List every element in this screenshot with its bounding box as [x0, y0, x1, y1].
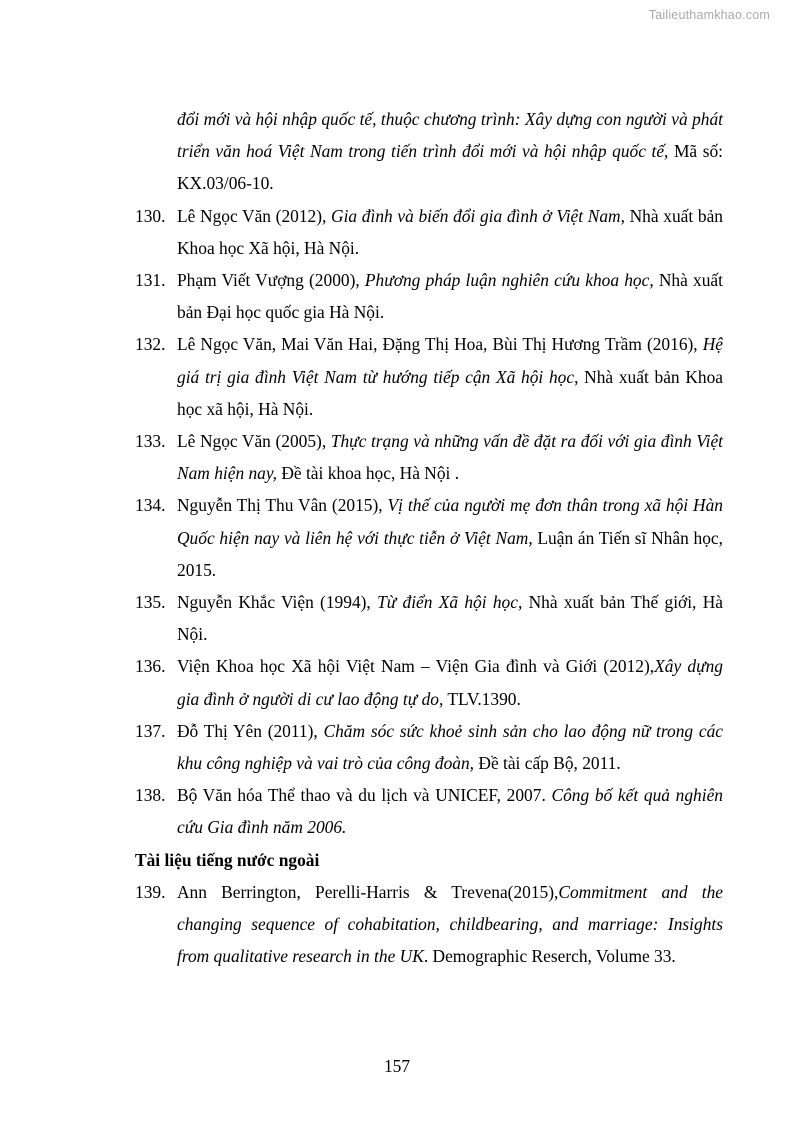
reference-number: 137.	[135, 720, 166, 741]
reference-entry-136	[135, 650, 723, 714]
reference-entry-133	[135, 425, 723, 489]
reference-post-text: . Demographic Reserch, Volume 33.	[423, 946, 676, 967]
reference-number: 135.	[135, 592, 166, 613]
reference-title: Commitment and the changing sequence of cohabitation, childbearing, and marriage: Insights from qualitative research in the UK	[177, 881, 723, 967]
watermark-text: Tailieuthamkhao.com	[648, 8, 770, 22]
reference-post-text: Đề tài khoa học, Hà Nội .	[277, 463, 460, 484]
reference-entry-139	[135, 876, 723, 973]
reference-pre-text: Nguyễn Khắc Viện (1994),	[177, 592, 378, 613]
reference-title: Chăm sóc sức khoẻ sinh sản cho lao động nữ trong các khu công nghiệp và vai trò của công đoàn,	[177, 720, 723, 774]
reference-title: Thực trạng và những vấn đề đặt ra đối với gia đình Việt Nam hiện nay,	[177, 431, 723, 484]
reference-number: 133.	[135, 431, 166, 452]
reference-pre-text: Ann Berrington, Perelli-Harris & Trevena(2015),	[177, 881, 559, 902]
reference-number: 132.	[135, 334, 166, 355]
reference-post-text: Đề tài cấp Bộ, 2011.	[474, 753, 621, 774]
reference-post-text: Luận án Tiến sĩ Nhân học, 2015.	[177, 527, 723, 580]
reference-title: Hệ giá trị gia đình Việt Nam từ hướng tiếp cận Xã hội học	[177, 334, 723, 387]
reference-entry-132	[135, 328, 723, 425]
reference-entry-134	[135, 489, 723, 586]
reference-title: Phương pháp luận nghiên cứu khoa học,	[364, 270, 654, 291]
bibliography-content	[135, 103, 723, 972]
reference-title: Vị thế của người mẹ đơn thân trong xã hội Hàn Quốc hiện nay và liên hệ với thực tiễn ở Việt Nam,	[177, 495, 723, 548]
reference-title: Từ điển Xã hội học,	[377, 592, 523, 613]
reference-pre-text: Đỗ Thị Yên (2011),	[177, 720, 324, 741]
reference-title: Công bố kết quả nghiên cứu Gia đình năm 2006.	[177, 785, 724, 838]
reference-number: 136.	[135, 656, 166, 677]
reference-entry-130	[135, 200, 723, 264]
reference-number: 134.	[135, 495, 166, 516]
reference-number: 130.	[135, 205, 166, 226]
reference-number: 139.	[135, 881, 166, 902]
reference-post-text: Nhà xuất bản Đại học quốc gia Hà Nội.	[177, 270, 723, 323]
reference-entry-131	[135, 264, 723, 328]
reference-title: , Gia đình và biến đổi gia đình ở Việt Nam	[322, 205, 621, 226]
continuation-italic-text: đổi mới và hội nhập quốc tế, thuộc chương trình: Xây dựng con người và phát triển văn hoá Việt Nam trong tiến trình đổi mới và hội nhập quốc tế	[177, 109, 723, 162]
page-number: 157	[383, 1056, 411, 1076]
reference-entry-135	[135, 586, 723, 650]
reference-post-text: TLV.1390.	[443, 688, 521, 709]
continuation-paragraph	[177, 103, 723, 200]
reference-pre-text: Nguyễn Thị Thu Vân (2015),	[177, 495, 388, 516]
reference-pre-text: Lê Ngọc Văn (2005),	[177, 431, 331, 452]
reference-number: 131.	[135, 270, 166, 291]
section-heading-foreign-materials: Tài liệu tiếng nước ngoài	[135, 849, 320, 870]
reference-pre-text: Lê Ngọc Văn, Mai Văn Hai, Đặng Thị Hoa, Bùi Thị Hương Trầm (2016),	[177, 334, 703, 355]
reference-pre-text: Lê Ngọc Văn (2012)	[177, 205, 323, 226]
reference-pre-text: Bộ Văn hóa Thể thao và du lịch và UNICEF, 2007.	[177, 785, 552, 806]
reference-pre-text: Phạm Viết Vượng (2000),	[177, 270, 365, 291]
reference-entry-138	[135, 779, 723, 843]
reference-pre-text: Viện Khoa học Xã hội Việt Nam – Viện Gia đình và Giới (2012),	[177, 656, 655, 677]
continuation-plain-text: , Mã số: KX.03/06-10.	[177, 141, 723, 194]
reference-number: 138.	[135, 785, 166, 806]
reference-post-text: Nhà xuất bản Thế giới, Hà Nội.	[177, 592, 723, 645]
reference-post-text: , Nhà xuất bản Khoa học Xã hội, Hà Nội.	[177, 205, 723, 258]
reference-title: Xây dựng gia đình ở người di cư lao động tự do,	[177, 656, 723, 709]
reference-post-text: , Nhà xuất bản Khoa học xã hội, Hà Nội.	[177, 366, 723, 419]
reference-entry-137	[135, 715, 723, 779]
